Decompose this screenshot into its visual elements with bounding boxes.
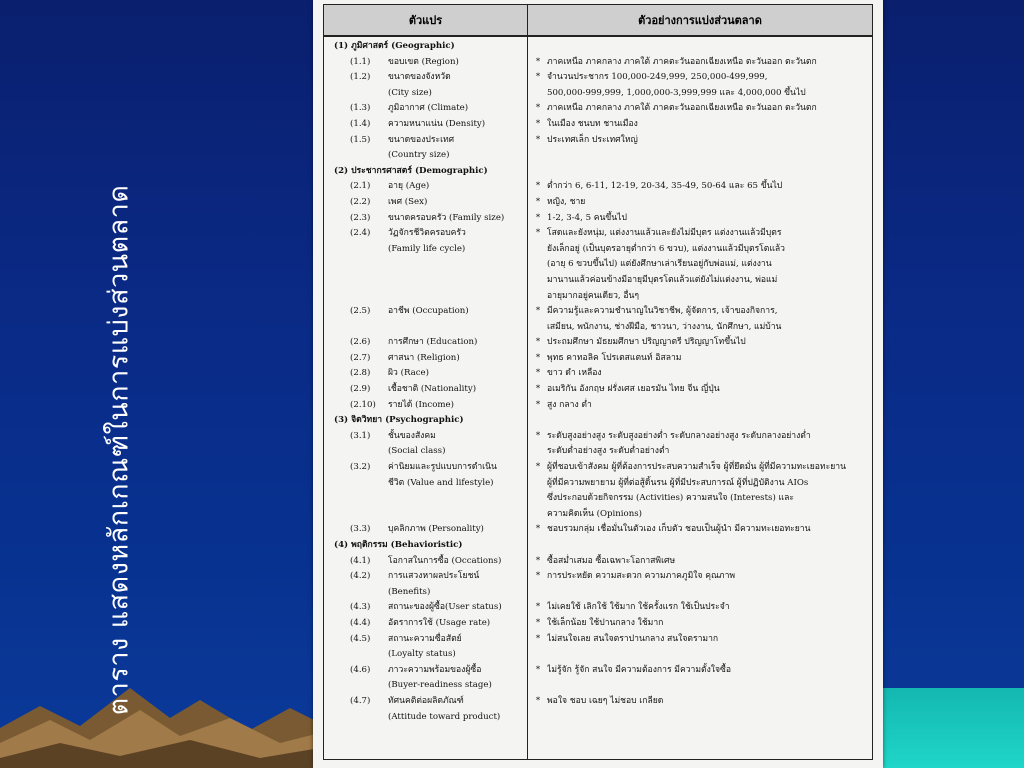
bullet-mark: * <box>535 462 541 473</box>
section-row <box>324 164 872 180</box>
row-example: ซื้อสม่ำเสมอ ซื้อเฉพาะโอกาสพิเศษ <box>547 555 676 566</box>
bullet-mark <box>520 710 547 726</box>
row-variable: การแสวงหาผลประโยชน์ <box>388 571 480 582</box>
section-heading: (2) ประชากรศาสตร์ (Demographic) <box>334 165 488 176</box>
row-variable: อายุ (Age) <box>388 181 430 192</box>
row-number <box>324 257 388 273</box>
row-number <box>324 320 388 336</box>
row-variable: (Country size) <box>388 150 450 161</box>
bullet-mark: * <box>535 118 541 129</box>
bullet-mark: * <box>535 617 541 628</box>
row-number <box>324 242 388 258</box>
row-number: (3.1) <box>350 430 371 441</box>
table-row <box>324 663 872 679</box>
bullet-mark: * <box>535 664 541 675</box>
row-number <box>324 289 388 305</box>
row-example: โสดและยังหนุ่ม, แต่งงานแล้วและยังไม่มีบุตร แต่งงานแล้วมีบุตร <box>547 228 782 239</box>
row-number <box>324 86 388 102</box>
table-row <box>324 460 872 476</box>
row-number: (4.1) <box>350 555 371 566</box>
row-example: อายุมากอยู่คนเดียว, อื่นๆ <box>547 290 640 301</box>
row-variable: ขนาดของประเทศ <box>388 134 455 145</box>
section-heading: (1) ภูมิศาสตร์ (Geographic) <box>334 41 455 51</box>
table-row <box>324 335 872 351</box>
table-row <box>324 678 872 694</box>
bullet-mark: * <box>535 384 541 395</box>
row-example: ภาคเหนือ ภาคกลาง ภาคใต้ ภาคตะวันออกเฉียงเหนือ ตะวันออก ตะวันตก <box>547 103 817 114</box>
row-example: พุทธ คาทอลิค โปรเตสแตนท์ อิสลาม <box>547 352 682 363</box>
bullet-mark: * <box>535 103 541 114</box>
row-number: (3.2) <box>350 462 371 473</box>
row-number: (2.1) <box>350 181 371 192</box>
bullet-mark <box>520 476 547 492</box>
table-body <box>324 39 872 725</box>
row-number <box>324 710 388 726</box>
row-number <box>324 444 388 460</box>
row-example <box>547 710 872 726</box>
table-row <box>324 710 872 726</box>
bullet-mark: * <box>535 228 541 239</box>
section-heading: (4) พฤติกรรม (Behavioristic) <box>334 540 463 550</box>
row-example: จำนวนประชากร 100,000-249,999, 250,000-499,999, <box>547 72 768 83</box>
row-number: (1.5) <box>350 134 371 145</box>
bullet-mark <box>520 257 547 273</box>
row-variable: ค่านิยมและรูปแบบการดำเนิน <box>388 462 497 473</box>
row-variable: ศาสนา (Religion) <box>388 352 460 363</box>
table-header <box>324 5 872 37</box>
table-row <box>324 522 872 538</box>
row-number: (2.9) <box>350 384 371 395</box>
table-row <box>324 491 872 507</box>
header-examples: ตัวอย่างการแบ่งส่วนตลาด <box>638 14 762 27</box>
row-variable: ขอบเขต (Region) <box>388 56 459 67</box>
row-example: ความคิดเห็น (Opinions) <box>547 508 643 519</box>
row-example: ต่ำกว่า 6, 6-11, 12-19, 20-34, 35-49, 50-64 และ 65 ขึ้นไป <box>547 181 783 192</box>
row-variable <box>388 491 520 507</box>
row-example: ประเทศเล็ก ประเทศใหญ่ <box>547 134 638 145</box>
row-example: ระดับต่ำอย่างสูง ระดับต่ำอย่างต่ำ <box>547 446 670 457</box>
row-example <box>547 647 872 663</box>
row-variable: (Loyalty status) <box>388 649 456 660</box>
bullet-mark <box>520 585 547 601</box>
table-row <box>324 70 872 86</box>
bullet-mark: * <box>535 181 541 192</box>
bullet-mark: * <box>535 399 541 410</box>
row-example: ใช้เล็กน้อย ใช้ปานกลาง ใช้มาก <box>547 617 664 628</box>
table-row <box>324 55 872 71</box>
row-variable: อาชีพ (Occupation) <box>388 306 469 317</box>
row-example: ประถมศึกษา มัธยมศึกษา ปริญญาตรี ปริญญาโทขึ้นไป <box>547 337 746 348</box>
row-number <box>324 491 388 507</box>
row-variable: ผิว (Race) <box>388 368 429 379</box>
row-variable: (Buyer-readiness stage) <box>388 680 492 691</box>
row-variable: เพศ (Sex) <box>388 196 428 207</box>
row-example <box>547 585 872 601</box>
row-variable: (Attitude toward product) <box>388 711 501 722</box>
bullet-mark: * <box>535 602 541 613</box>
row-example <box>547 148 872 164</box>
row-variable: ชั้นของสังคม <box>388 430 436 441</box>
table-row <box>324 320 872 336</box>
row-number: (4.5) <box>350 633 371 644</box>
row-number: (2.8) <box>350 368 371 379</box>
section-row <box>324 413 872 429</box>
section-row <box>324 39 872 55</box>
bullet-mark <box>520 148 547 164</box>
row-example: ภาคเหนือ ภาคกลาง ภาคใต้ ภาคตะวันออกเฉียงเหนือ ตะวันออก ตะวันตก <box>547 56 817 67</box>
row-example <box>547 678 872 694</box>
table-row <box>324 382 872 398</box>
table-row <box>324 304 872 320</box>
table-row <box>324 429 872 445</box>
bullet-mark <box>520 242 547 258</box>
row-variable: โอกาสในการซื้อ (Occations) <box>388 555 502 566</box>
slide-title <box>88 170 148 730</box>
row-variable: สถานะของผู้ซื้อ(User status) <box>388 602 502 613</box>
table-row <box>324 444 872 460</box>
row-example: ผู้ที่ชอบเข้าสังคม ผู้ที่ต้องการประสบความสำเร็จ ผู้ที่ยึดมั่น ผู้ที่มีความทะเยอทะยาน <box>547 462 846 473</box>
table-row <box>324 133 872 149</box>
row-variable: ชีวิต (Value and lifestyle) <box>388 477 494 488</box>
bullet-mark: * <box>535 695 541 706</box>
table-row <box>324 694 872 710</box>
bullet-mark: * <box>535 337 541 348</box>
table-row <box>324 507 872 523</box>
table-row <box>324 179 872 195</box>
bullet-mark: * <box>535 633 541 644</box>
row-variable: สถานะความซื่อสัตย์ <box>388 633 462 644</box>
row-variable: รายได้ (Income) <box>388 399 454 410</box>
bullet-mark <box>520 491 547 507</box>
row-example: สูง กลาง ต่ำ <box>547 399 592 410</box>
row-number: (1.4) <box>350 118 371 129</box>
row-example: 500,000-999,999, 1,000,000-3,999,999 และ 4,000,000 ขึ้นไป <box>547 87 806 98</box>
row-number: (4.3) <box>350 602 371 613</box>
row-variable: (Benefits) <box>388 586 431 597</box>
row-example: พอใจ ชอบ เฉยๆ ไม่ชอบ เกลียด <box>547 695 664 706</box>
row-example: มีความรู้และความชำนาญในวิชาชีพ, ผู้จัดการ, เจ้าของกิจการ, <box>547 306 778 317</box>
row-example: หญิง, ชาย <box>547 196 586 207</box>
table-row <box>324 398 872 414</box>
row-variable: (Social class) <box>388 446 446 457</box>
section-heading: (3) จิตวิทยา (Psychographic) <box>334 415 464 426</box>
row-variable: ขนาดของจังหวัด <box>388 72 451 83</box>
row-number <box>324 273 388 289</box>
row-number <box>324 585 388 601</box>
row-example: (อายุ 6 ขวบขึ้นไป) แต่ยังศึกษาเล่าเรียนอยู่กับพ่อแม่, แต่งงาน <box>547 259 772 270</box>
row-variable: บุคลิกภาพ (Personality) <box>388 524 484 535</box>
table-row <box>324 101 872 117</box>
row-number: (4.6) <box>350 664 371 675</box>
corner-accent <box>874 688 1024 768</box>
table-row <box>324 117 872 133</box>
row-number: (4.7) <box>350 695 371 706</box>
scanned-document <box>313 0 883 768</box>
bullet-mark <box>520 444 547 460</box>
row-number <box>324 678 388 694</box>
table-row <box>324 242 872 258</box>
bullet-mark: * <box>535 524 541 535</box>
bullet-mark <box>520 289 547 305</box>
row-variable <box>388 257 520 273</box>
row-example: ผู้ที่มีความพยายาม ผู้ที่ต่อสู้ดิ้นรน ผู้ที่มีประสบการณ์ ผู้ที่ปฏิบัติงาน AIOs <box>547 477 809 488</box>
bullet-mark: * <box>535 430 541 441</box>
row-variable: เชื้อชาติ (Nationality) <box>388 384 477 395</box>
row-number: (2.3) <box>350 212 371 223</box>
row-number: (1.1) <box>350 56 371 67</box>
bullet-mark: * <box>535 72 541 83</box>
bullet-mark <box>520 678 547 694</box>
table-row <box>324 632 872 648</box>
slide-title-text: ตาราง แสดงหลักเกณฑ์ในการแบ่งส่วนตลาด <box>103 184 135 716</box>
table-row <box>324 86 872 102</box>
row-example: อเมริกัน อังกฤษ ฝรั่งเศส เยอรมัน ไทย จีน ญี่ปุ่น <box>547 384 720 395</box>
table-row <box>324 257 872 273</box>
row-number: (1.3) <box>350 103 371 114</box>
row-example: ไม่สนใจเลย สนใจตราปานกลาง สนใจตรามาก <box>547 633 719 644</box>
row-variable: (Family life cycle) <box>388 243 466 254</box>
bullet-mark <box>520 320 547 336</box>
row-variable: ความหนาแน่น (Density) <box>388 118 486 129</box>
row-example: ในเมือง ชนบท ชานเมือง <box>547 118 638 129</box>
row-example: ยังเล็กอยู่ (เป็นบุตรอายุต่ำกว่า 6 ขวบ), แต่งงานแล้วมีบุตรโตแล้ว <box>547 243 786 254</box>
bullet-mark: * <box>535 571 541 582</box>
row-variable <box>388 273 520 289</box>
table-row <box>324 366 872 382</box>
section-row <box>324 538 872 554</box>
table-row <box>324 289 872 305</box>
bullet-mark: * <box>535 352 541 363</box>
table-row <box>324 585 872 601</box>
row-variable: ขนาดครอบครัว (Family size) <box>388 212 505 223</box>
row-number: (3.3) <box>350 524 371 535</box>
row-example: ซึ่งประกอบด้วยกิจกรรม (Activities) ความสนใจ (Interests) และ <box>547 493 794 504</box>
row-variable <box>388 507 520 523</box>
row-number <box>324 148 388 164</box>
row-number: (4.2) <box>350 571 371 582</box>
row-number: (2.4) <box>350 228 371 239</box>
row-example: ไม่เคยใช้ เลิกใช้ ใช้มาก ใช้ครั้งแรก ใช้เป็นประจำ <box>547 602 730 613</box>
row-variable: ภาวะความพร้อมของผู้ซื้อ <box>388 664 482 675</box>
table-row <box>324 647 872 663</box>
row-example: ไม่รู้จัก รู้จัก สนใจ มีความต้องการ มีความตั้งใจซื้อ <box>547 664 732 675</box>
row-number: (2.10) <box>350 399 376 410</box>
bullet-mark <box>520 273 547 289</box>
table-row <box>324 616 872 632</box>
row-example: ชอบรวมกลุ่ม เชื่อมั่นในตัวเอง เก็บตัว ชอบเป็นผู้นำ มีความทะเยอทะยาน <box>547 524 811 535</box>
header-variable: ตัวแปร <box>324 5 528 35</box>
bullet-mark: * <box>535 196 541 207</box>
row-variable: การศึกษา (Education) <box>388 337 478 348</box>
row-number: (2.7) <box>350 352 371 363</box>
row-variable <box>388 289 520 305</box>
table-row <box>324 273 872 289</box>
table-row <box>324 554 872 570</box>
row-number: (2.6) <box>350 337 371 348</box>
bullet-mark: * <box>535 134 541 145</box>
row-number: (2.2) <box>350 196 371 207</box>
bullet-mark: * <box>535 306 541 317</box>
bullet-mark: * <box>535 212 541 223</box>
table-row <box>324 600 872 616</box>
row-variable: ภูมิอากาศ (Climate) <box>388 103 469 114</box>
bullet-mark: * <box>535 555 541 566</box>
row-number: (2.5) <box>350 306 371 317</box>
bullet-mark: * <box>535 56 541 67</box>
bullet-mark <box>520 507 547 523</box>
row-variable: วัฏจักรชีวิตครอบครัว <box>388 228 466 239</box>
row-example: ขาว ดำ เหลือง <box>547 368 602 379</box>
row-example: 1-2, 3-4, 5 คนขึ้นไป <box>547 212 627 223</box>
table-row <box>324 569 872 585</box>
row-variable: ทัศนคติต่อผลิตภัณฑ์ <box>388 695 464 706</box>
row-variable: อัตราการใช้ (Usage rate) <box>388 617 491 628</box>
row-example: มานานแล้วค่อนข้างมีอายุมีบุตรโตแล้วแต่ยังไม่แต่งงาน, พ่อแม่ <box>547 274 778 285</box>
segmentation-table <box>323 4 873 760</box>
row-number <box>324 507 388 523</box>
table-row <box>324 148 872 164</box>
row-example: ระดับสูงอย่างสูง ระดับสูงอย่างต่ำ ระดับกลางอย่างสูง ระดับกลางอย่างต่ำ <box>547 430 811 441</box>
table-row <box>324 476 872 492</box>
row-variable <box>388 320 520 336</box>
mountain-range-graphic <box>0 648 320 768</box>
row-variable: (City size) <box>388 87 432 98</box>
table-row <box>324 226 872 242</box>
bullet-mark: * <box>535 368 541 379</box>
bullet-mark <box>520 647 547 663</box>
table-row <box>324 195 872 211</box>
row-example: การประหยัด ความสะดวก ความภาคภูมิใจ คุณภาพ <box>547 571 736 582</box>
row-number <box>324 476 388 492</box>
row-number: (1.2) <box>350 72 371 83</box>
row-number <box>324 647 388 663</box>
bullet-mark <box>520 86 547 102</box>
row-example: เสมียน, พนักงาน, ช่างฝีมือ, ชาวนา, ว่างงาน, นักศึกษา, แม่บ้าน <box>547 321 782 332</box>
table-row <box>324 211 872 227</box>
table-row <box>324 351 872 367</box>
row-number: (4.4) <box>350 617 371 628</box>
